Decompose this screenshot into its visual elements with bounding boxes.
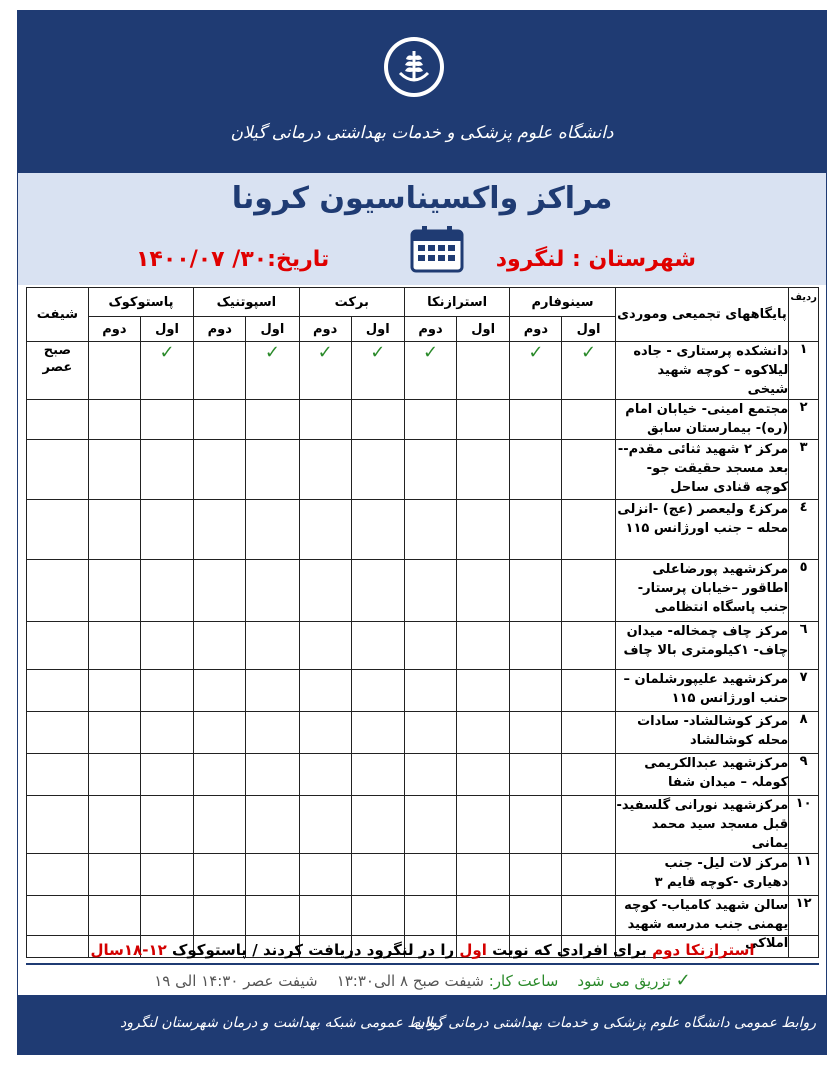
dose-cell bbox=[194, 796, 246, 854]
check-icon: ✓ bbox=[264, 342, 280, 363]
footer-university: روابط عمومی دانشگاه علوم پزشکی و خدمات بهداشتی درمانی گیلان bbox=[414, 1015, 816, 1031]
dose-cell bbox=[404, 754, 456, 796]
place-name: سالن شهید کامیاب- کوچه یهمنی جنب مدرسه شهید املاکی bbox=[615, 896, 789, 958]
place-name: مرکزشهید علیپورشلمان – حنب اورژانس ۱۱۵ bbox=[615, 670, 789, 712]
dose-cell bbox=[562, 400, 615, 440]
check-icon: ✓ bbox=[159, 342, 175, 363]
dose-cell bbox=[404, 712, 456, 754]
check-icon: ✓ bbox=[528, 342, 544, 363]
dose-cell bbox=[246, 500, 299, 560]
dose-cell bbox=[299, 754, 351, 796]
row-number: ٦ bbox=[789, 622, 819, 670]
dose-cell bbox=[351, 500, 404, 560]
dose-cell bbox=[140, 342, 193, 400]
page-title: مراکز واکسیناسیون کرونا bbox=[231, 181, 613, 216]
dose-cell bbox=[562, 796, 615, 854]
dose-cell bbox=[404, 622, 456, 670]
dose-cell bbox=[194, 560, 246, 622]
dose-cell bbox=[404, 440, 456, 500]
col-vaccine: اسپوتنیک bbox=[194, 288, 299, 317]
shift-cell bbox=[27, 622, 89, 670]
dose-cell bbox=[457, 670, 510, 712]
dose-cell bbox=[351, 560, 404, 622]
city-label: شهرستان : لنگرود bbox=[495, 247, 696, 272]
place-name: مرکز چاف چمخاله- میدان چاف- ۱کیلومتری بالا چاف bbox=[615, 622, 789, 670]
dose-cell bbox=[88, 342, 140, 400]
place-name: مرکز لات لیل- جنب دهیاری -کوچه قایم ۳ bbox=[615, 854, 789, 896]
dose-cell bbox=[140, 622, 193, 670]
dose-cell bbox=[404, 854, 456, 896]
row-number: ۲ bbox=[789, 400, 819, 440]
dose-cell bbox=[404, 400, 456, 440]
dose-cell bbox=[246, 712, 299, 754]
table-row bbox=[27, 440, 819, 500]
dose-cell bbox=[299, 500, 351, 560]
table-row bbox=[27, 754, 819, 796]
check-icon: ✓ bbox=[317, 342, 333, 363]
row-number: ۹ bbox=[789, 754, 819, 796]
dose-cell bbox=[562, 754, 615, 796]
check-icon: ✓ bbox=[675, 970, 691, 991]
dose-cell bbox=[404, 796, 456, 854]
dose-cell bbox=[140, 796, 193, 854]
dose-cell bbox=[88, 670, 140, 712]
footer-banner bbox=[18, 995, 826, 1054]
place-name: مرکز کوشالشاد- سادات محله کوشالشاد bbox=[615, 712, 789, 754]
dose-cell bbox=[246, 796, 299, 854]
hours-morning: شیفت صبح ۸ الی۱۳:۳۰ bbox=[336, 972, 484, 990]
dose-cell bbox=[140, 500, 193, 560]
dose-cell bbox=[194, 400, 246, 440]
dose-cell bbox=[562, 560, 615, 622]
dose-cell bbox=[88, 854, 140, 896]
dose-cell bbox=[88, 754, 140, 796]
dose-first: اول bbox=[457, 317, 510, 342]
table-body bbox=[27, 342, 819, 958]
dose-cell bbox=[299, 712, 351, 754]
col-shift: شیفت bbox=[27, 288, 89, 342]
notice-text-2: را در لنگرود دریافت کردند / bbox=[252, 941, 455, 959]
col-vaccine: پاستوکوک bbox=[88, 288, 193, 317]
dose-cell bbox=[510, 670, 562, 712]
row-number: ۱۰ bbox=[789, 796, 819, 854]
dose-cell bbox=[457, 712, 510, 754]
shift-cell bbox=[27, 712, 89, 754]
dose-cell bbox=[299, 342, 351, 400]
dose-cell bbox=[246, 754, 299, 796]
dose-cell bbox=[194, 712, 246, 754]
dose-cell bbox=[140, 712, 193, 754]
hours-text: تزریق می شود bbox=[577, 972, 671, 990]
shift-cell: صبح عصر bbox=[27, 342, 89, 400]
dose-second: دوم bbox=[404, 317, 456, 342]
dose-cell bbox=[140, 440, 193, 500]
wheat-emblem-icon bbox=[384, 37, 444, 97]
check-icon: ✓ bbox=[370, 342, 386, 363]
notice-vaccine: استرازنکا bbox=[685, 941, 755, 959]
dose-cell bbox=[562, 854, 615, 896]
place-name: مرکزشهید عبدالکریمی کوملہ – میدان شفا bbox=[615, 754, 789, 796]
dose-cell bbox=[246, 342, 299, 400]
check-icon: ✓ bbox=[581, 342, 597, 363]
dose-cell bbox=[351, 342, 404, 400]
dose-cell bbox=[299, 440, 351, 500]
dose-cell bbox=[88, 712, 140, 754]
dose-cell bbox=[351, 400, 404, 440]
dose-cell bbox=[510, 560, 562, 622]
dose-cell bbox=[510, 754, 562, 796]
dose-cell bbox=[510, 400, 562, 440]
dose-cell bbox=[351, 440, 404, 500]
place-name: مرکز ۲ شهید ثنائی مقدم-- بعد مسجد حقیقت جو- کوچه قنادی ساحل bbox=[615, 440, 789, 500]
dose-cell bbox=[299, 796, 351, 854]
dose-cell bbox=[88, 500, 140, 560]
dose-cell bbox=[88, 560, 140, 622]
col-vaccine: استرازنکا bbox=[404, 288, 509, 317]
dose-cell bbox=[351, 622, 404, 670]
dose-cell bbox=[246, 670, 299, 712]
dose-cell bbox=[404, 560, 456, 622]
dose-cell bbox=[457, 622, 510, 670]
dose-cell bbox=[510, 500, 562, 560]
dose-cell bbox=[351, 670, 404, 712]
notice-age: ۱۲-۱۸سال bbox=[90, 941, 167, 959]
shift-cell bbox=[27, 440, 89, 500]
table-row bbox=[27, 622, 819, 670]
dose-second: دوم bbox=[194, 317, 246, 342]
dose-cell bbox=[510, 712, 562, 754]
dose-cell bbox=[88, 400, 140, 440]
university-name: دانشگاه علوم پزشکی و خدمات بهداشتی درمانی گیلان bbox=[230, 123, 614, 143]
dose-cell bbox=[299, 622, 351, 670]
row-number: ٤ bbox=[789, 500, 819, 560]
dose-cell bbox=[510, 796, 562, 854]
dose-cell bbox=[457, 342, 510, 400]
dose-cell bbox=[457, 500, 510, 560]
dose-cell bbox=[246, 400, 299, 440]
place-name: مرکز٤ ولیعصر (عج) -انزلی محله – جنب اورژانس ۱۱۵ bbox=[615, 500, 789, 560]
place-name: مرکزشهید پورضاعلی اطاقور –خیابان پرستار- جنب پاسگاه انتظامی bbox=[615, 560, 789, 622]
dose-cell bbox=[510, 854, 562, 896]
dose-cell bbox=[404, 670, 456, 712]
dose-cell bbox=[351, 796, 404, 854]
dose-cell bbox=[562, 440, 615, 500]
table-row bbox=[27, 712, 819, 754]
table-row bbox=[27, 342, 819, 400]
table-row bbox=[27, 796, 819, 854]
footer-network: روابط عمومی شبکه بهداشت و درمان شهرستان لنگرود bbox=[120, 1015, 443, 1031]
dose-cell bbox=[299, 854, 351, 896]
dose-cell bbox=[194, 670, 246, 712]
notice-text: برای افرادی که نوبت bbox=[492, 941, 647, 959]
dose-cell bbox=[510, 622, 562, 670]
dose-cell bbox=[140, 560, 193, 622]
dose-cell bbox=[510, 440, 562, 500]
table-row bbox=[27, 400, 819, 440]
dose-second: دوم bbox=[299, 317, 351, 342]
dose-cell bbox=[246, 854, 299, 896]
dose-cell bbox=[194, 754, 246, 796]
notice-dose: دوم bbox=[652, 941, 681, 959]
dose-cell bbox=[88, 796, 140, 854]
notice-dose-first: اول bbox=[459, 941, 487, 959]
row-number: ۷ bbox=[789, 670, 819, 712]
row-number: ۳ bbox=[789, 440, 819, 500]
dose-cell bbox=[299, 670, 351, 712]
dose-cell bbox=[404, 342, 456, 400]
col-row-number: ردیف bbox=[789, 288, 819, 342]
dose-cell bbox=[299, 560, 351, 622]
dose-cell bbox=[457, 400, 510, 440]
row-number: ۱۲ bbox=[789, 896, 819, 958]
dose-cell bbox=[351, 712, 404, 754]
shift-cell bbox=[27, 500, 89, 560]
shift-cell bbox=[27, 670, 89, 712]
dose-cell bbox=[88, 440, 140, 500]
dose-cell bbox=[194, 622, 246, 670]
dose-cell bbox=[140, 670, 193, 712]
dose-first: اول bbox=[246, 317, 299, 342]
dose-cell bbox=[457, 796, 510, 854]
shift-cell bbox=[27, 796, 89, 854]
working-hours bbox=[26, 963, 819, 997]
shift-cell bbox=[27, 854, 89, 896]
dose-first: اول bbox=[140, 317, 193, 342]
dose-cell bbox=[351, 754, 404, 796]
dose-cell bbox=[246, 560, 299, 622]
table-row bbox=[27, 500, 819, 560]
dose-cell bbox=[562, 342, 615, 400]
page-frame bbox=[17, 10, 827, 1055]
row-number: ۸ bbox=[789, 712, 819, 754]
dose-cell bbox=[351, 854, 404, 896]
shift-cell bbox=[27, 754, 89, 796]
header-banner bbox=[18, 11, 826, 173]
col-place: پایگاههای تجمیعی وموردی bbox=[615, 288, 789, 342]
shift-cell bbox=[27, 400, 89, 440]
col-vaccine: برکت bbox=[299, 288, 404, 317]
dose-cell bbox=[457, 854, 510, 896]
dose-cell bbox=[404, 500, 456, 560]
row-number: ٥ bbox=[789, 560, 819, 622]
notice-vaccine-2: پاستوکوک bbox=[172, 941, 248, 959]
table-row bbox=[27, 854, 819, 896]
place-name: مرکزشهید نورانی گلسفید- قبل مسجد سید محمد یمانی bbox=[615, 796, 789, 854]
dose-cell bbox=[194, 500, 246, 560]
dose-cell bbox=[140, 400, 193, 440]
hours-evening: شیفت عصر ۱۴:۳۰ الی ۱۹ bbox=[154, 972, 318, 990]
check-icon: ✓ bbox=[422, 342, 439, 363]
dose-first: اول bbox=[562, 317, 615, 342]
dose-cell bbox=[88, 622, 140, 670]
place-name: دانشکده پرستاری - جاده لیلاکوه – کوچه شهید شیخی bbox=[615, 342, 789, 400]
row-number: ۱۱ bbox=[789, 854, 819, 896]
dose-cell bbox=[140, 754, 193, 796]
dose-first: اول bbox=[351, 317, 404, 342]
place-name: مجتمع امینی- خیابان امام (ره)- بیمارستان سابق bbox=[615, 400, 789, 440]
dose-cell bbox=[562, 622, 615, 670]
row-number: ۱ bbox=[789, 342, 819, 400]
dose-cell bbox=[194, 342, 246, 400]
dose-cell bbox=[299, 400, 351, 440]
shift-cell bbox=[27, 560, 89, 622]
dose-cell bbox=[562, 500, 615, 560]
table-row bbox=[27, 670, 819, 712]
hours-label: ساعت کار: bbox=[488, 972, 559, 990]
dose-second: دوم bbox=[510, 317, 562, 342]
notice-line bbox=[26, 935, 819, 964]
dose-cell bbox=[457, 440, 510, 500]
col-vaccine: سینوفارم bbox=[510, 288, 615, 317]
vaccination-table bbox=[26, 287, 819, 958]
dose-cell bbox=[562, 712, 615, 754]
calendar-icon bbox=[410, 225, 464, 273]
dose-cell bbox=[510, 342, 562, 400]
table-row bbox=[27, 560, 819, 622]
dose-cell bbox=[194, 440, 246, 500]
dose-cell bbox=[246, 622, 299, 670]
dose-cell bbox=[246, 440, 299, 500]
dose-cell bbox=[194, 854, 246, 896]
date-label: تاریخ:۳۰/ ۱۴۰۰/۰۷ bbox=[136, 247, 330, 272]
dose-cell bbox=[457, 754, 510, 796]
dose-cell bbox=[457, 560, 510, 622]
dose-cell bbox=[140, 854, 193, 896]
dose-second: دوم bbox=[88, 317, 140, 342]
dose-cell bbox=[562, 670, 615, 712]
